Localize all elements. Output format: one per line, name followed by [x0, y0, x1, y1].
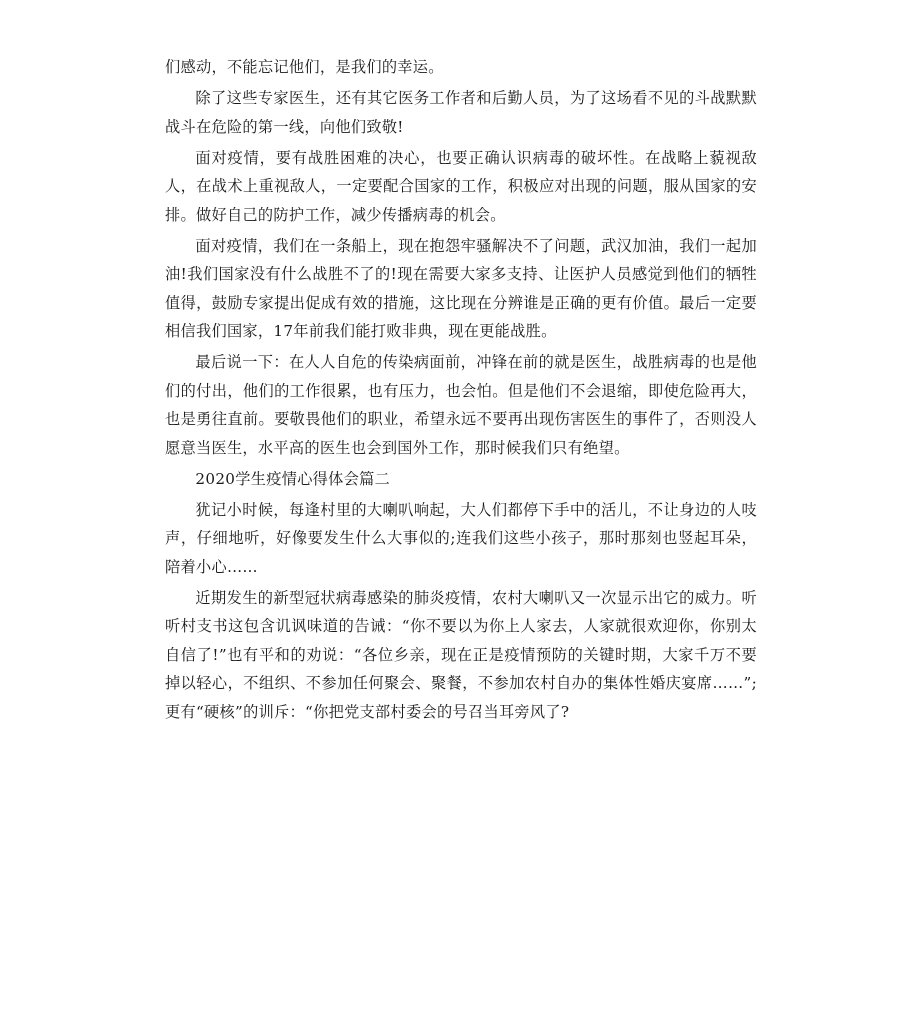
paragraph-continuation: 们感动，不能忘记他们，是我们的幸运。	[165, 58, 444, 76]
paragraph-childhood-memory: 犹记小时候，每逢村里的大喇叭响起，大人们都停下手中的活儿，不让身边的人吱声，仔细地听，好像要发生什么大事似的;连我们这些小孩子，那时那刻也竖起耳朵，陪着小心……	[165, 500, 757, 576]
paragraph-doctors: 最后说一下：在人人自危的传染病面前，冲锋在前的就是医生，战胜病毒的也是他们的付出，他们的工作很累，也有压力，也会怕。但是他们不会退缩，即使危险再大，也是勇往直前。要敬畏他们的职业，希望永远不要再出现伤害医生的事件了，否则没人愿意当医生，水平高的医生也会到国外工作，那时候我们只有绝望。	[165, 353, 757, 457]
paragraph-medical-workers: 除了这些专家医生，还有其它医务工作者和后勤人员，为了这场看不见的斗战默默战斗在危险的第一线，向他们致敬!	[165, 89, 757, 136]
paragraph-village-loudspeaker: 近期发生的新型冠状病毒感染的肺炎疫情，农村大喇叭又一次显示出它的威力。听听村支书这包含讥讽味道的告诫：“你不要以为你上人家去，人家就很欢迎你，你别太自信了!”也有平和的劝说：“各位乡亲，现在正是疫情预防的关键时期，大家千万不要掉以轻心，不组织、不参加任何聚会、聚餐，不参加农村自办的集体性婚庆宴席……”;更有“硬核”的训斥：“你把党支部村委会的号召当耳旁风了?	[165, 588, 757, 721]
document-page	[165, 53, 757, 729]
paragraph-determination: 面对疫情，要有战胜困难的决心，也要正确认识病毒的破坏性。在战略上藐视敌人，在战术上重视敌人，一定要配合国家的工作，积极应对出现的问题，服从国家的安排。做好自己的防护工作，减少传播病毒的机会。	[165, 148, 757, 224]
section-heading: 2020学生疫情心得体会篇二	[195, 469, 391, 488]
paragraph-same-boat: 面对疫情，我们在一条船上，现在抱怨牢骚解决不了问题，武汉加油，我们一起加油!我们国家没有什么战胜不了的!现在需要大家多支持、让医护人员感觉到他们的牺牲值得，鼓励专家提出促成有效的措施，这比现在分辨谁是正确的更有价值。最后一定要相信我们国家，17年前我们能打败非典，现在更能战胜。	[165, 236, 757, 340]
